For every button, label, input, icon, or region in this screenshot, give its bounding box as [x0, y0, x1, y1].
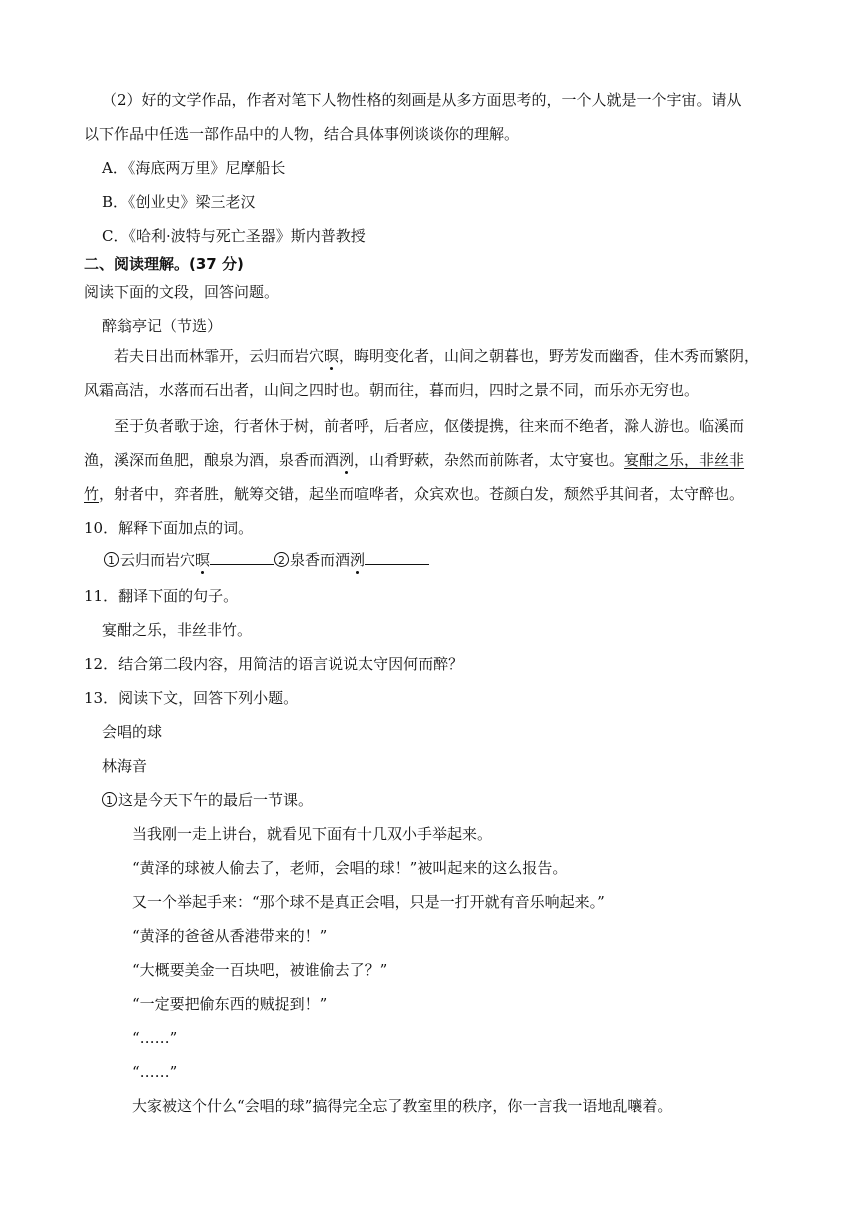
story-line: “……” — [132, 1029, 178, 1047]
dotted-word: 暝 — [324, 347, 340, 365]
question-9-2-line-2: 以下作品中任选一部作品中的人物，结合具体事例谈谈你的理解。 — [84, 125, 520, 143]
option-a: A．《海底两万里》尼摩船长 — [102, 159, 286, 177]
question-10-items: 1 云归而岩穴暝 2 泉香而酒洌 — [104, 550, 429, 570]
passage-p2-line-1: 至于负者歌于途，行者休于树，前者呼，后者应，伛偻提携，往来而不绝者，滁人游也。临溪而 — [114, 417, 745, 435]
question-13-stem: 13．阅读下文，回答下列小题。 — [84, 689, 299, 707]
circled-number: 2 — [274, 552, 289, 567]
section-instruction: 阅读下面的文段，回答问题。 — [84, 283, 280, 301]
circled-number: 1 — [102, 792, 117, 807]
story-paragraph-1: 1 这是今天下午的最后一节课。 — [102, 790, 313, 810]
question-10-stem: 10．解释下面加点的词。 — [84, 519, 254, 537]
passage-p1-line-1: 若夫日出而林霏开，云归而岩穴暝，晦明变化者，山间之朝暮也，野芳发而幽香，佳木秀而繁阴， — [114, 347, 760, 365]
question-11-stem: 11．翻译下面的句子。 — [84, 587, 239, 605]
dotted-word: 洌 — [350, 551, 366, 569]
story-line: “一定要把偷东西的贼捉到！” — [132, 995, 328, 1013]
circled-number: 1 — [104, 552, 119, 567]
answer-blank[interactable] — [365, 550, 429, 565]
passage-p2-line-2: 渔，溪深而鱼肥，酿泉为酒，泉香而酒洌，山肴野蔌，杂然而前陈者，太守宴也。宴酣之乐，非丝非 — [84, 451, 745, 469]
story-author: 林海音 — [102, 757, 148, 775]
section-heading: 二、阅读理解。(37 分) — [84, 255, 244, 273]
answer-blank[interactable] — [210, 550, 274, 565]
story-line: “黄泽的爸爸从香港带来的！” — [132, 927, 328, 945]
passage-title: 醉翁亭记（节选） — [102, 317, 223, 335]
story-line: 又一个举起手来：“那个球不是真正会唱，只是一打开就有音乐响起来。” — [132, 893, 605, 911]
question-12-stem: 12．结合第二段内容，用简洁的语言说说太守因何而醉？ — [84, 655, 464, 673]
question-11-sentence: 宴酣之乐，非丝非竹。 — [102, 621, 253, 639]
dotted-word: 洌 — [339, 451, 355, 469]
dotted-word: 暝 — [195, 551, 211, 569]
passage-p1-line-2: 风霜高洁，水落而石出者，山间之四时也。朝而往，暮而归，四时之景不同，而乐亦无穷也。 — [84, 381, 700, 399]
story-line: 大家被这个什么“会唱的球”搞得完全忘了教室里的秩序，你一言我一语地乱嚷着。 — [132, 1097, 673, 1115]
passage-p2-line-3: 竹，射者中，弈者胜，觥筹交错，起坐而喧哗者，众宾欢也。苍颜白发，颓然乎其间者，太守醉也。 — [84, 485, 745, 503]
story-line: “黄泽的球被人偷去了，老师，会唱的球！”被叫起来的这么报告。 — [132, 859, 568, 877]
underlined-sentence: 宴酣之乐，非丝非 — [624, 451, 745, 469]
story-line: 当我刚一走上讲台，就看见下面有十几双小手举起来。 — [132, 825, 493, 843]
story-line: “大概要美金一百块吧，被谁偷去了？” — [132, 961, 388, 979]
option-c: C．《哈利·波特与死亡圣器》斯内普教授 — [102, 227, 366, 245]
story-line: “……” — [132, 1063, 178, 1081]
story-title: 会唱的球 — [102, 723, 163, 741]
question-9-2-line-1: （2）好的文学作品，作者对笔下人物性格的刻画是从多方面思考的，一个人就是一个宇宙。请从 — [102, 91, 742, 109]
option-b: B．《创业史》梁三老汉 — [102, 193, 256, 211]
underlined-sentence: 竹 — [84, 485, 100, 503]
